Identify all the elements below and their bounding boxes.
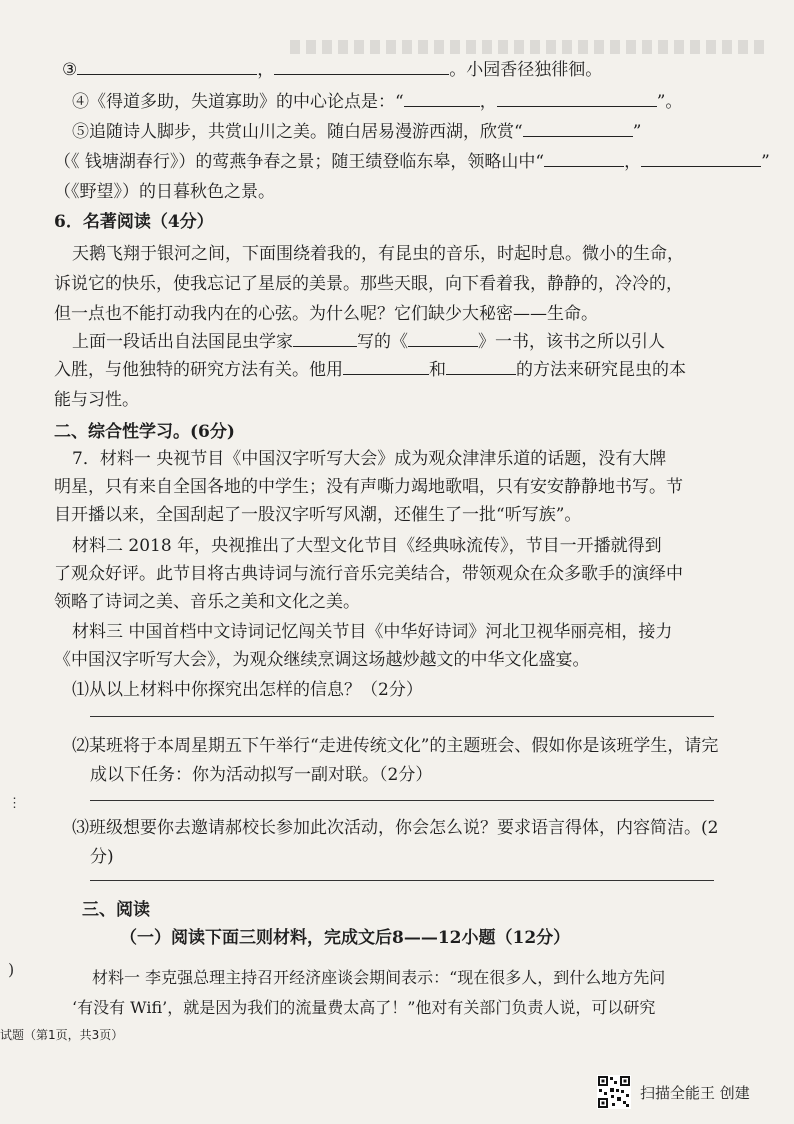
poem-item-3 — [62, 58, 602, 82]
material-line: 明星，只有来自全国各地的中学生；没有声嘶力竭地歌唱，只有安安静静地书写。节 — [54, 477, 683, 497]
question-text: 入胜，与他独特的研究方法有关。他用 — [54, 360, 343, 380]
poem-text: ” — [761, 152, 770, 172]
qr-code-icon — [597, 1075, 631, 1109]
sub-question-2-line2: 成以下任务：你为活动拟写一副对联。（2分） — [90, 765, 433, 785]
poem-text: ⑤追随诗人脚步，共赏山川之美。随白居易漫游西湖，欣赏“ — [72, 122, 523, 142]
q6-passage-line: 诉说它的快乐，使我忘记了星辰的美景。那些天眼，向下看着我，静静的，冷冷的， — [54, 274, 683, 294]
separator: ， — [624, 152, 642, 172]
material-line: 《中国汉字听写大会》，为观众继续烹调这场越炒越文的中华文化盛宴。 — [54, 650, 590, 670]
material-line: 了观众好评。此节目将古典诗词与流行音乐完美结合，带领观众在众多歌手的演绎中 — [54, 564, 683, 584]
sub-question-2-line1: ⑵某班将于本周星期五下午举行“走进传统文化”的主题班会、假如你是该班学生，请完 — [72, 736, 719, 756]
poem-item-5-line3: （《野望》）的日暮秋色之景。 — [54, 182, 275, 202]
sub-question-1: ⑴从以上材料中你探究出怎样的信息？（2分） — [72, 680, 423, 700]
answer-blank[interactable] — [641, 150, 761, 167]
page-footer: 试题（第1页，共3页） — [0, 1028, 124, 1042]
q6-question-line3: 能与习性。 — [54, 390, 139, 410]
answer-blank[interactable] — [77, 58, 257, 75]
material-line: ‘有没有 Wifi’，就是因为我们的流量费太高了！”他对有关部门负责人说，可以研究 — [72, 998, 656, 1017]
sub-question-3-line2: 分) — [90, 847, 114, 867]
answer-line[interactable] — [90, 880, 714, 881]
poem-text: 。小园香径独徘徊。 — [449, 60, 603, 80]
material-line: 领略了诗词之美、音乐之美和文化之美。 — [54, 592, 360, 612]
scanner-watermark: 扫描全能王 创建 — [640, 1084, 750, 1102]
q6-passage-line: 但一点也不能打动我内在的心弦。为什么呢？它们缺少大秘密——生命。 — [54, 304, 598, 324]
material-line: 材料二 2018 年，央视推出了大型文化节目《经典咏流传》，节目一开播就得到 — [72, 536, 662, 556]
material-line: 7．材料一 央视节目《中国汉字听写大会》成为观众津津乐道的话题，没有大牌 — [72, 449, 667, 469]
answer-blank[interactable] — [404, 90, 480, 107]
sub-question-3-line1: ⑶班级想要你去邀请郝校长参加此次活动，你会怎么说？要求语言得体，内容简洁。(2 — [72, 818, 719, 838]
material-line: 材料一 李克强总理主持召开经济座谈会期间表示：“现在很多人，到什么地方先问 — [92, 968, 666, 987]
margin-bracket: ) — [8, 960, 15, 979]
poem-text: ” — [632, 122, 642, 142]
q6-question-line1 — [72, 330, 665, 354]
q6-question-line2 — [54, 358, 686, 382]
separator: ， — [257, 60, 275, 80]
answer-blank[interactable] — [408, 330, 478, 347]
poem-text: （《 钱塘湖春行》）的莺燕争春之景；随王绩登临东皋，领略山中“ — [54, 152, 545, 172]
question-text: 》一书，该书之所以引人 — [478, 332, 665, 352]
poem-text: ④《得道多助，失道寡助》的中心论点是：“ — [72, 92, 404, 112]
material-line: 材料三 中国首档中文诗词记忆闯关节目《中华好诗词》河北卫视华丽亮相，接力 — [72, 622, 673, 642]
poem-text: ”。 — [656, 92, 683, 112]
answer-blank[interactable] — [497, 90, 657, 107]
question-text: 和 — [429, 360, 446, 380]
section-3-subheading: （一）阅读下面三则材料，完成文后8——12小题（12分） — [120, 928, 571, 948]
section-3-heading: 三、阅读 — [82, 900, 150, 920]
poem-item-5-line2 — [54, 150, 770, 174]
q6-heading: 6．名著阅读（4分） — [54, 212, 214, 232]
answer-line[interactable] — [90, 800, 714, 801]
answer-line[interactable] — [90, 716, 714, 717]
poem-item-5-line1 — [72, 120, 641, 144]
answer-blank[interactable] — [446, 358, 516, 375]
question-text: 上面一段话出自法国昆虫学家 — [72, 332, 293, 352]
material-line: 目开播以来，全国刮起了一股汉字听写风潮，还催生了一批“听写族”。 — [54, 505, 582, 525]
answer-blank[interactable] — [544, 150, 624, 167]
section-2-heading: 二、综合性学习。(6分) — [54, 422, 235, 442]
answer-blank[interactable] — [293, 330, 357, 347]
answer-blank[interactable] — [274, 58, 449, 75]
bleed-through-text — [290, 40, 770, 54]
question-text: 的方法来研究昆虫的本 — [516, 360, 686, 380]
answer-blank[interactable] — [523, 120, 633, 137]
margin-mark: ⋮ — [8, 796, 21, 811]
answer-blank[interactable] — [343, 358, 429, 375]
separator: ， — [479, 92, 497, 112]
poem-item-4 — [72, 90, 682, 114]
q6-passage-line: 天鹅飞翔于银河之间，下面围绕着我的，有昆虫的音乐，时起时息。微小的生命， — [72, 244, 684, 264]
question-text: 写的《 — [357, 332, 408, 352]
item-number: ③ — [62, 60, 78, 80]
